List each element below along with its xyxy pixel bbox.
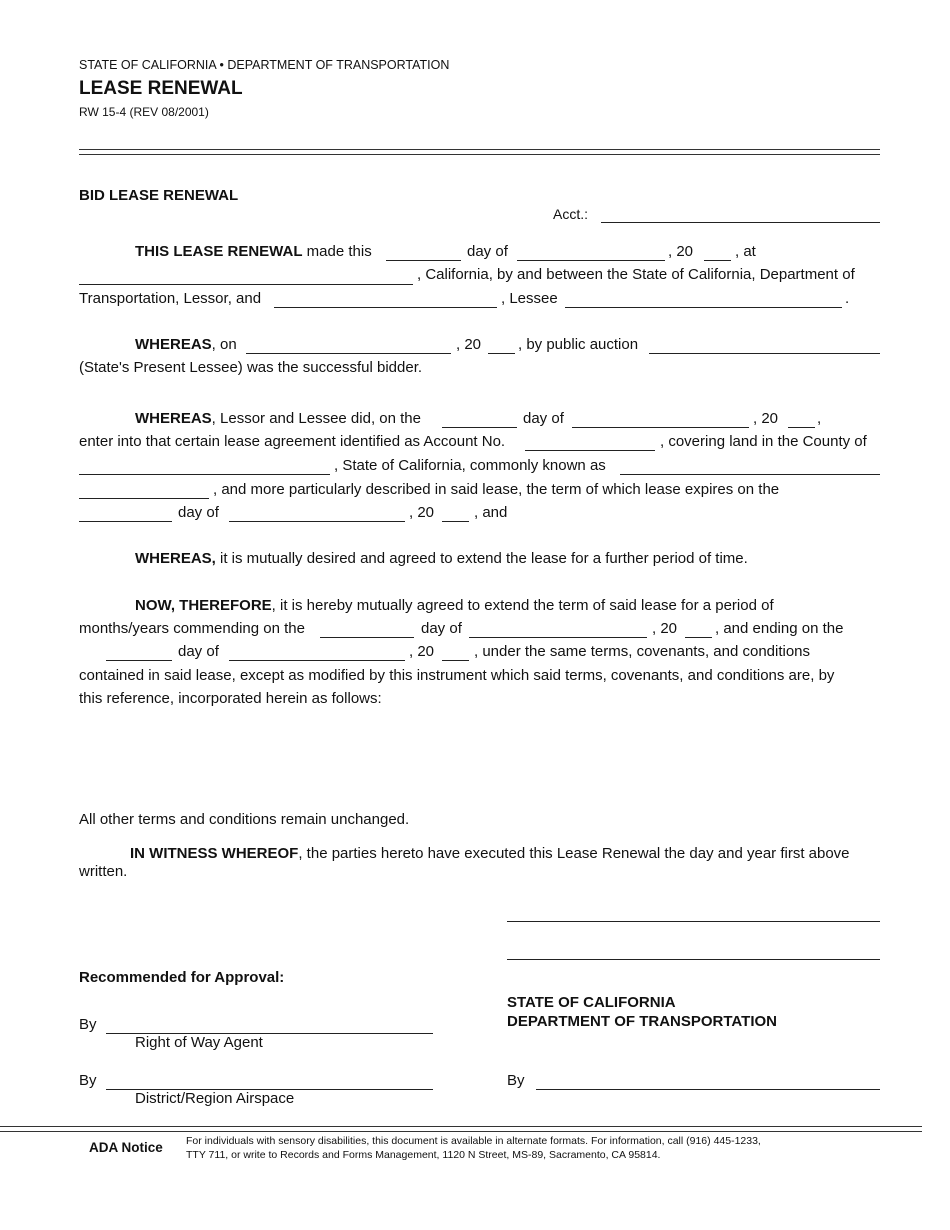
- p1-lead: THIS LEASE RENEWAL: [135, 243, 303, 260]
- p1-city-field[interactable]: [79, 284, 413, 285]
- p1-lessee-name-field[interactable]: [274, 307, 497, 308]
- p3-county-field[interactable]: [79, 474, 330, 475]
- p3-expire-year-field[interactable]: [442, 521, 469, 522]
- lessee-signature-line-1[interactable]: [507, 921, 880, 922]
- witness-rest: , the parties hereto have executed this Lease Renewal the day and year first above: [298, 845, 850, 862]
- by-label-airspace: By: [79, 1072, 97, 1089]
- p3-account-field[interactable]: [525, 450, 655, 451]
- state-label-1: STATE OF CALIFORNIA: [507, 994, 676, 1011]
- p2-year-field[interactable]: [488, 353, 515, 354]
- agency-name: STATE OF CALIFORNIA • DEPARTMENT OF TRANSPORTATION: [79, 58, 450, 72]
- by-label-agent: By: [79, 1016, 97, 1033]
- p3-state-known: , State of California, commonly known as: [334, 457, 606, 474]
- acct-label: Acct.:: [553, 206, 589, 222]
- p3-known-as-field-cont[interactable]: [79, 498, 209, 499]
- p5-start-month-field[interactable]: [469, 637, 647, 638]
- state-label-2: DEPARTMENT OF TRANSPORTATION: [507, 1013, 777, 1030]
- state-signature-line[interactable]: [536, 1089, 880, 1090]
- p5-line4: contained in said lease, except as modified by this instrument which said terms, covenants, and conditions are, by: [79, 667, 835, 684]
- p3-day-of2: day of: [178, 504, 219, 521]
- p5-comma-20b: , 20: [409, 643, 435, 660]
- p3-and: , and: [474, 504, 508, 521]
- p2-line2: (State's Present Lessee) was the successful bidder.: [79, 359, 423, 376]
- airspace-caption: District/Region Airspace: [135, 1090, 295, 1107]
- p2-date-field[interactable]: [246, 353, 451, 354]
- p1-made-this: made this: [302, 243, 372, 260]
- form-title: LEASE RENEWAL: [79, 78, 243, 99]
- p5-line5: this reference, incorporated herein as follows:: [79, 690, 382, 707]
- p1-lessee-label: , Lessee: [501, 290, 558, 307]
- footer-divider: [0, 1126, 922, 1132]
- p2-line1: [135, 336, 237, 353]
- p5-day-of2: day of: [178, 643, 219, 660]
- form-number: RW 15-4 (REV 08/2001): [79, 105, 209, 119]
- p1-day-of: day of: [467, 243, 508, 260]
- p3-more-particular: , and more particularly described in said lease, the term of which lease expires on the: [213, 481, 780, 498]
- p3-lead: WHEREAS: [135, 410, 212, 427]
- p3-expire-month-field[interactable]: [229, 521, 405, 522]
- ada-label: ADA Notice: [89, 1140, 163, 1155]
- ada-line-2: TTY 711, or write to Records and Forms Management, 1120 N Street, MS-89, Sacramento, CA 95814.: [186, 1149, 661, 1161]
- witness-line2: written.: [79, 863, 128, 880]
- p5-rest: , it is hereby mutually agreed to extend the term of said lease for a period of: [271, 597, 774, 614]
- p5-end-month-field[interactable]: [229, 660, 405, 661]
- p1-transportation-lessor: Transportation, Lessor, and: [79, 290, 262, 307]
- p1-at: , at: [735, 243, 756, 260]
- by-label-state: By: [507, 1072, 525, 1089]
- p3-comma-20b: , 20: [409, 504, 435, 521]
- p5-comma-20: , 20: [652, 620, 678, 637]
- unchanged-text: All other terms and conditions remain unchanged.: [79, 811, 410, 828]
- p5-end-year-field[interactable]: [442, 660, 469, 661]
- p4-line: [135, 550, 748, 567]
- p3-comma: ,: [817, 410, 822, 427]
- p3-enter-into: enter into that certain lease agreement identified as Account No.: [79, 433, 506, 450]
- ada-line-1: For individuals with sensory disabilities, this document is available in alternate formats. For information, call (916) 445-1233,: [186, 1135, 761, 1147]
- p2-lead: WHEREAS: [135, 336, 212, 353]
- p3-year-field[interactable]: [788, 427, 815, 428]
- p5-start-year-field[interactable]: [685, 637, 712, 638]
- p3-month-field[interactable]: [572, 427, 749, 428]
- p5-same-terms: , under the same terms, covenants, and conditions: [474, 643, 811, 660]
- p2-auction-field[interactable]: [649, 353, 880, 354]
- agent-caption: Right of Way Agent: [135, 1034, 263, 1051]
- p3-day-of: day of: [523, 410, 564, 427]
- p1-comma-20: , 20: [668, 243, 694, 260]
- p4-lead: WHEREAS,: [135, 550, 216, 567]
- p4-rest: it is mutually desired and agreed to extend the lease for a further period of time.: [215, 550, 748, 567]
- p1-month-field[interactable]: [517, 260, 665, 261]
- p1-day-field[interactable]: [386, 260, 461, 261]
- p1-period: .: [845, 290, 850, 307]
- p5-end-day-field[interactable]: [106, 660, 172, 661]
- p3-comma-20: , 20: [753, 410, 779, 427]
- p2-public-auction: , by public auction: [518, 336, 639, 353]
- p5-lead: NOW, THEREFORE: [135, 597, 272, 614]
- p5-ending-on: , and ending on the: [715, 620, 844, 637]
- p5-months-years: months/years commending on the: [79, 620, 305, 637]
- p3-covering: , covering land in the County of: [660, 433, 867, 450]
- p1-year-field[interactable]: [704, 260, 731, 261]
- p3-did-on: , Lessor and Lessee did, on the: [211, 410, 421, 427]
- acct-field[interactable]: [601, 222, 880, 223]
- p3-known-as-field[interactable]: [620, 474, 880, 475]
- p3-day-field[interactable]: [442, 427, 517, 428]
- witness-lead: IN WITNESS WHEREOF: [130, 845, 299, 862]
- recommended-label: Recommended for Approval:: [79, 969, 285, 986]
- p2-on: , on: [211, 336, 237, 353]
- section-title: BID LEASE RENEWAL: [79, 187, 239, 204]
- p1-lessee-address-field[interactable]: [565, 307, 842, 308]
- p5-line1: [135, 597, 774, 614]
- p1-california-by: , California, by and between the State of California, Department of: [417, 266, 855, 283]
- p1-line1: [135, 243, 372, 260]
- p5-day-of: day of: [421, 620, 462, 637]
- witness-line1: [130, 845, 850, 862]
- p2-comma-20: , 20: [456, 336, 482, 353]
- header-divider: [79, 149, 880, 155]
- p3-expire-day-field[interactable]: [79, 521, 172, 522]
- p3-line1: [135, 410, 421, 427]
- p5-start-day-field[interactable]: [320, 637, 414, 638]
- lessee-signature-line-2[interactable]: [507, 959, 880, 960]
